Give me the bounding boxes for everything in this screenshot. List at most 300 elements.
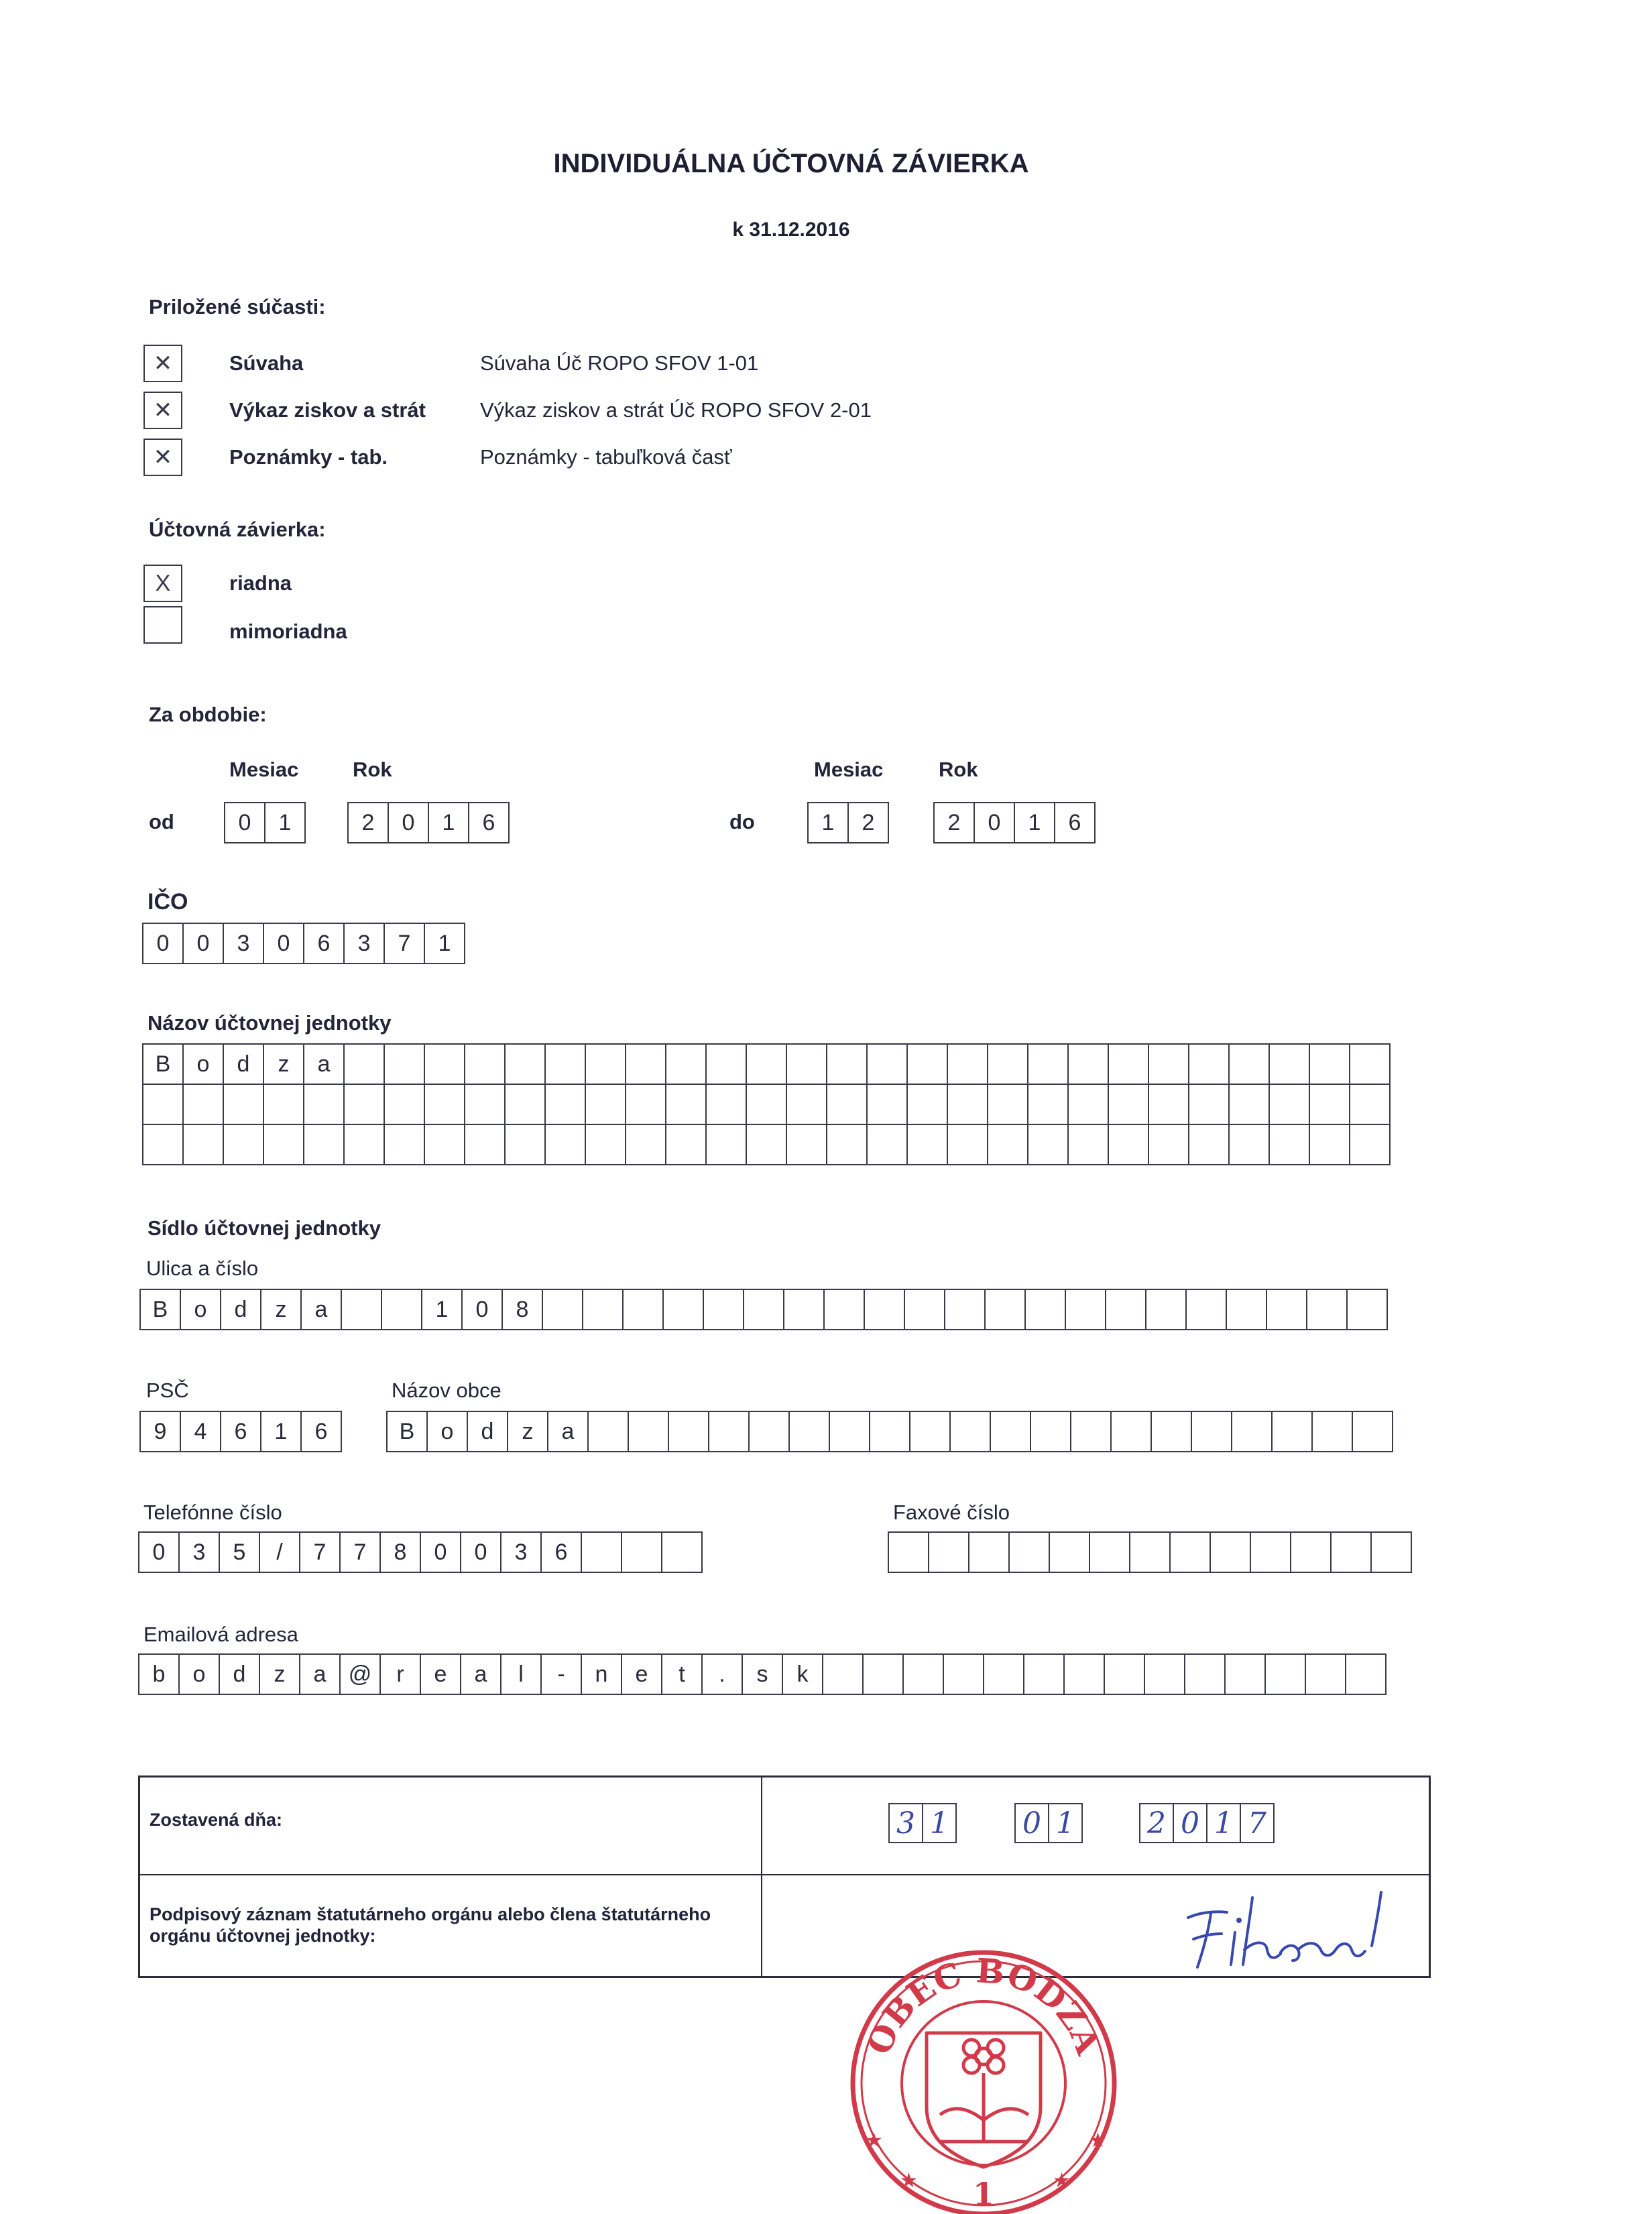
date-digit-cell[interactable]: 1 [1206,1803,1241,1843]
sign-label: Podpisový záznam štatutárneho orgánu alebo člena štatutárneho orgánu účtovnej jednotky: [150,1904,711,1946]
desc-poznamky: Poznámky - tabuľková časť [480,445,732,469]
char-cell[interactable] [1306,1289,1348,1330]
char-cell[interactable] [1352,1411,1393,1452]
char-cell[interactable] [665,1124,707,1165]
char-cell[interactable] [1226,1289,1267,1330]
checkbox-poznamky[interactable]: ✕ [143,439,182,476]
char-cell[interactable]: 0 [182,923,224,964]
char-cell[interactable] [1228,1043,1270,1085]
char-cell[interactable] [1349,1124,1391,1165]
char-cell[interactable] [1108,1124,1149,1165]
date-digit-cell[interactable]: 0 [1014,1803,1049,1843]
char-cell[interactable] [829,1411,870,1452]
char-cell[interactable]: a [300,1289,342,1330]
from-year-field[interactable] [347,802,510,843]
char-cell[interactable] [788,1411,830,1452]
stamp-text: OBEC BODZA [858,1950,1108,2060]
char-cell[interactable]: 0 [973,802,1015,843]
char-cell[interactable] [705,1084,747,1125]
period-heading: Za obdobie: [149,703,267,726]
unit-name-row [142,1084,1391,1125]
char-cell[interactable]: o [178,1653,220,1695]
char-cell[interactable] [622,1289,664,1330]
char-cell[interactable] [906,1043,948,1085]
char-cell[interactable]: r [379,1653,421,1695]
char-cell[interactable] [665,1043,707,1085]
char-cell[interactable]: 0 [461,1289,503,1330]
char-cell[interactable]: z [263,1043,304,1085]
char-cell[interactable]: 6 [540,1531,582,1573]
char-cell[interactable] [823,1289,865,1330]
email-field[interactable] [138,1653,1386,1695]
unit-name-field[interactable] [142,1043,1391,1165]
char-cell[interactable] [947,1084,988,1125]
char-cell[interactable] [1290,1531,1332,1573]
char-cell[interactable] [544,1084,586,1125]
char-cell[interactable]: b [138,1653,180,1695]
char-cell[interactable]: o [182,1043,224,1085]
char-cell[interactable]: 6 [468,802,510,843]
label-poznamky: Poznámky - tab. [229,445,388,469]
char-cell[interactable] [826,1124,868,1165]
char-cell[interactable] [1309,1043,1350,1085]
char-cell[interactable] [947,1124,988,1165]
fax-field[interactable] [888,1531,1412,1573]
char-cell[interactable] [1188,1043,1230,1085]
char-cell[interactable] [1250,1531,1291,1573]
char-cell[interactable]: 0 [142,923,184,964]
char-cell[interactable]: e [621,1653,662,1695]
char-cell[interactable] [1030,1411,1071,1452]
char-cell[interactable] [1268,1043,1310,1085]
unit-name-row [142,1043,1391,1085]
char-cell[interactable] [1108,1043,1149,1085]
char-cell[interactable] [661,1531,703,1573]
char-cell[interactable]: 3 [178,1531,220,1573]
char-cell[interactable]: e [420,1653,461,1695]
char-cell[interactable] [343,1084,385,1125]
char-cell[interactable] [746,1043,787,1085]
char-cell[interactable] [581,1531,622,1573]
char-cell[interactable] [1188,1124,1230,1165]
char-cell[interactable] [504,1084,546,1125]
char-cell[interactable] [1349,1043,1391,1085]
to-month-label: Mesiac [814,758,884,781]
char-cell[interactable]: 3 [223,923,264,964]
char-cell[interactable] [381,1289,422,1330]
char-cell[interactable] [1311,1411,1353,1452]
from-month-field[interactable] [224,802,306,843]
char-cell[interactable] [786,1043,827,1085]
char-cell[interactable] [542,1289,583,1330]
char-cell[interactable] [866,1043,908,1085]
char-cell[interactable] [786,1084,827,1125]
char-cell[interactable]: s [742,1653,783,1695]
ico-field[interactable] [142,923,465,964]
char-cell[interactable] [464,1124,506,1165]
char-cell[interactable] [987,1084,1028,1125]
char-cell[interactable] [1231,1411,1273,1452]
char-cell[interactable]: 8 [379,1531,421,1573]
char-cell[interactable] [748,1411,790,1452]
to-year-field[interactable] [933,802,1096,843]
char-cell[interactable] [1110,1411,1152,1452]
char-cell[interactable]: o [426,1411,468,1452]
char-cell[interactable]: . [701,1653,743,1695]
char-cell[interactable]: 7 [299,1531,341,1573]
char-cell[interactable] [424,1084,465,1125]
char-cell[interactable] [1089,1531,1130,1573]
char-cell[interactable] [424,1043,465,1085]
closing-type-heading: Účtovná závierka: [149,518,326,541]
char-cell[interactable] [1070,1411,1112,1452]
compiled-label: Zostavená dňa: [150,1810,283,1830]
char-cell[interactable] [182,1124,224,1165]
char-cell[interactable]: 7 [339,1531,381,1573]
char-cell[interactable]: 1 [807,802,849,843]
char-cell[interactable]: a [299,1653,341,1695]
char-cell[interactable] [1150,1411,1192,1452]
char-cell[interactable] [708,1411,750,1452]
char-cell[interactable]: B [139,1289,181,1330]
compiled-day[interactable] [888,1803,957,1843]
from-year-label: Rok [353,758,392,781]
char-cell[interactable] [826,1043,868,1085]
char-cell[interactable] [341,1289,382,1330]
char-cell[interactable] [585,1124,626,1165]
char-cell[interactable] [906,1124,948,1165]
char-cell[interactable] [1271,1411,1313,1452]
char-cell[interactable] [746,1084,787,1125]
char-cell[interactable]: 9 [139,1411,181,1452]
date-digit-cell[interactable]: 2 [1139,1803,1174,1843]
char-cell[interactable] [303,1084,345,1125]
char-cell[interactable]: 1 [264,802,306,843]
label-suvaha: Súvaha [229,351,304,375]
char-cell[interactable] [1008,1531,1050,1573]
char-cell[interactable] [662,1289,704,1330]
char-cell[interactable]: 0 [224,802,266,843]
checkbox-vykaz[interactable]: ✕ [143,392,182,429]
phone-field[interactable] [138,1531,703,1573]
coat-of-arms-icon [927,2033,1041,2167]
to-label: do [729,810,755,833]
char-cell[interactable] [987,1124,1028,1165]
char-cell[interactable] [944,1289,986,1330]
char-cell[interactable] [665,1084,707,1125]
char-cell[interactable]: t [661,1653,703,1695]
char-cell[interactable] [582,1289,624,1330]
char-cell[interactable] [384,1043,425,1085]
char-cell[interactable] [943,1653,984,1695]
char-cell[interactable]: 2 [347,802,389,843]
char-cell[interactable] [1024,1289,1066,1330]
char-cell[interactable]: 5 [219,1531,260,1573]
label-riadna: riadna [229,571,292,595]
char-cell[interactable]: 6 [220,1411,261,1452]
char-cell[interactable] [628,1411,669,1452]
char-cell[interactable] [303,1124,345,1165]
char-cell[interactable] [949,1411,991,1452]
char-cell[interactable] [928,1531,969,1573]
char-cell[interactable]: 0 [420,1531,461,1573]
char-cell[interactable]: o [180,1289,221,1330]
table-divider [761,1778,762,1976]
char-cell[interactable]: a [303,1043,345,1085]
char-cell[interactable] [906,1084,948,1125]
char-cell[interactable]: 1 [1014,802,1055,843]
to-year-label: Rok [939,758,978,781]
char-cell[interactable] [1309,1124,1350,1165]
label-mimoriadna: mimoriadna [229,620,347,643]
char-cell[interactable] [1264,1653,1306,1695]
char-cell[interactable] [1268,1084,1310,1125]
char-cell[interactable] [504,1124,546,1165]
char-cell[interactable] [1224,1653,1266,1695]
char-cell[interactable] [263,1124,304,1165]
official-stamp [839,1946,1128,2214]
char-cell[interactable] [826,1084,868,1125]
char-cell[interactable]: 1 [421,1289,463,1330]
char-cell[interactable] [864,1289,905,1330]
char-cell[interactable] [424,1124,465,1165]
char-cell[interactable]: 1 [428,802,469,843]
compiled-year[interactable] [1139,1803,1275,1843]
seat-label: Sídlo účtovnej jednotky [148,1216,381,1240]
page-title: INDIVIDUÁLNA ÚČTOVNÁ ZÁVIERKA [553,149,1029,178]
char-cell[interactable] [223,1084,264,1125]
char-cell[interactable] [983,1653,1024,1695]
char-cell[interactable] [987,1043,1028,1085]
char-cell[interactable] [343,1043,385,1085]
compiled-month[interactable] [1014,1803,1083,1843]
phone-label: Telefónne číslo [143,1501,282,1524]
checkbox-mimoriadna[interactable] [143,606,182,644]
date-digit-cell[interactable]: 0 [1173,1803,1207,1843]
char-cell[interactable]: 0 [138,1531,180,1573]
char-cell[interactable] [343,1124,385,1165]
char-cell[interactable]: 3 [500,1531,542,1573]
street-field[interactable] [139,1289,1388,1330]
char-cell[interactable] [625,1043,666,1085]
date-digit-cell[interactable]: 1 [922,1803,957,1843]
char-cell[interactable] [1188,1084,1230,1125]
char-cell[interactable] [743,1289,784,1330]
char-cell[interactable] [1185,1289,1227,1330]
char-cell[interactable]: - [540,1653,582,1695]
ico-label: IČO [148,889,188,915]
desc-suvaha: Súvaha Úč ROPO SFOV 1-01 [480,351,759,375]
char-cell[interactable]: 6 [303,923,345,964]
char-cell[interactable]: 1 [260,1411,302,1452]
stamp-number: 1 [972,2176,995,2212]
char-cell[interactable] [1148,1084,1189,1125]
checkbox-suvaha[interactable]: ✕ [143,345,182,382]
char-cell[interactable] [1027,1084,1069,1125]
char-cell[interactable] [862,1653,904,1695]
char-cell[interactable]: B [386,1411,428,1452]
char-cell[interactable] [1268,1124,1310,1165]
char-cell[interactable] [585,1084,626,1125]
char-cell[interactable] [786,1124,827,1165]
char-cell[interactable]: B [142,1043,184,1085]
label-vykaz: Výkaz ziskov a strát [229,398,426,422]
char-cell[interactable] [223,1124,264,1165]
char-cell[interactable] [866,1124,908,1165]
char-cell[interactable] [621,1531,662,1573]
char-cell[interactable]: 0 [388,802,429,843]
char-cell[interactable] [1191,1411,1232,1452]
char-cell[interactable] [142,1124,184,1165]
char-cell[interactable] [1148,1124,1189,1165]
to-month-field[interactable] [807,802,889,843]
char-cell[interactable]: z [260,1289,302,1330]
char-cell[interactable] [1184,1653,1226,1695]
handwritten-signature [1180,1885,1401,1986]
char-cell[interactable] [625,1124,666,1165]
char-cell[interactable]: a [547,1411,589,1452]
char-cell[interactable] [822,1653,864,1695]
char-cell[interactable] [984,1289,1026,1330]
from-month-label: Mesiac [229,758,299,781]
char-cell[interactable] [1309,1084,1350,1125]
char-cell[interactable] [1027,1043,1069,1085]
char-cell[interactable] [705,1124,747,1165]
char-cell[interactable] [142,1084,184,1125]
char-cell[interactable]: d [219,1653,260,1695]
char-cell[interactable]: z [259,1653,300,1695]
char-cell[interactable] [1129,1531,1171,1573]
char-cell[interactable] [869,1411,910,1452]
char-cell[interactable]: 2 [847,802,889,843]
char-cell[interactable] [909,1411,951,1452]
char-cell[interactable] [668,1411,709,1452]
city-field[interactable] [386,1411,1393,1452]
char-cell[interactable] [746,1124,787,1165]
char-cell[interactable] [904,1289,945,1330]
char-cell[interactable] [504,1043,546,1085]
city-label: Názov obce [392,1379,501,1402]
email-label: Emailová adresa [143,1623,298,1646]
char-cell[interactable] [705,1043,747,1085]
char-cell[interactable]: a [460,1653,501,1695]
svg-text:★: ★ [900,2170,918,2192]
fax-label: Faxové číslo [893,1501,1010,1524]
char-cell[interactable] [947,1043,988,1085]
char-cell[interactable] [1228,1084,1270,1125]
char-cell[interactable] [464,1084,506,1125]
char-cell[interactable]: @ [339,1653,381,1695]
char-cell[interactable]: d [467,1411,508,1452]
unit-name-label: Názov účtovnej jednotky [148,1011,392,1035]
date-digit-cell[interactable]: 3 [888,1803,923,1843]
char-cell[interactable] [990,1411,1031,1452]
char-cell[interactable] [1144,1653,1185,1695]
char-cell[interactable] [585,1043,626,1085]
date-digit-cell[interactable]: 7 [1240,1803,1275,1843]
checkbox-riadna[interactable]: X [143,565,182,602]
char-cell[interactable]: n [581,1653,622,1695]
char-cell[interactable]: l [500,1653,542,1695]
char-cell[interactable]: 7 [384,923,425,964]
char-cell[interactable]: 6 [1054,802,1096,843]
char-cell[interactable] [1065,1289,1106,1330]
char-cell[interactable] [866,1084,908,1125]
svg-text:★: ★ [865,2130,883,2152]
report-date: k 31.12.2016 [732,219,850,241]
char-cell[interactable] [625,1084,666,1125]
char-cell[interactable] [384,1084,425,1125]
from-label: od [149,810,174,833]
char-cell[interactable]: 3 [343,923,385,964]
char-cell[interactable] [1027,1124,1069,1165]
char-cell[interactable]: d [220,1289,261,1330]
char-cell[interactable] [1266,1289,1307,1330]
char-cell[interactable] [384,1124,425,1165]
char-cell[interactable] [1063,1653,1105,1695]
char-cell[interactable] [1067,1043,1109,1085]
date-digit-cell[interactable]: 1 [1048,1803,1083,1843]
char-cell[interactable] [1067,1084,1109,1125]
char-cell[interactable] [1108,1084,1149,1125]
char-cell[interactable]: k [782,1653,823,1695]
char-cell[interactable] [1169,1531,1211,1573]
svg-text:★: ★ [1089,2130,1107,2152]
char-cell[interactable]: 1 [424,923,465,964]
char-cell[interactable]: 6 [300,1411,342,1452]
char-cell[interactable]: 0 [263,923,304,964]
char-cell[interactable] [1305,1653,1346,1695]
char-cell[interactable] [544,1124,586,1165]
char-cell[interactable] [1148,1043,1189,1085]
char-cell[interactable]: 2 [933,802,975,843]
char-cell[interactable] [1228,1124,1270,1165]
char-cell[interactable] [902,1653,944,1695]
char-cell[interactable] [1345,1653,1386,1695]
char-cell[interactable] [1349,1084,1391,1125]
char-cell[interactable]: 8 [501,1289,543,1330]
psc-label: PSČ [146,1379,189,1402]
char-cell[interactable] [182,1084,224,1125]
char-cell[interactable]: 0 [460,1531,501,1573]
char-cell[interactable] [587,1411,629,1452]
char-cell[interactable] [888,1531,929,1573]
char-cell[interactable] [1105,1289,1146,1330]
char-cell[interactable]: d [223,1043,264,1085]
char-cell[interactable]: 4 [180,1411,221,1452]
char-cell[interactable] [703,1289,744,1330]
char-cell[interactable] [1346,1289,1388,1330]
char-cell[interactable] [1210,1531,1251,1573]
char-cell[interactable] [1067,1124,1109,1165]
char-cell[interactable] [263,1084,304,1125]
char-cell[interactable] [968,1531,1010,1573]
char-cell[interactable] [1370,1531,1412,1573]
svg-text:★: ★ [1053,2170,1071,2192]
char-cell[interactable] [1145,1289,1187,1330]
char-cell[interactable] [783,1289,825,1330]
char-cell[interactable] [1330,1531,1372,1573]
street-label: Ulica a číslo [146,1257,259,1280]
char-cell[interactable]: / [259,1531,300,1573]
psc-field[interactable] [139,1411,342,1452]
char-cell[interactable] [464,1043,506,1085]
char-cell[interactable] [1049,1531,1090,1573]
char-cell[interactable]: z [507,1411,548,1452]
char-cell[interactable] [1023,1653,1065,1695]
char-cell[interactable] [544,1043,586,1085]
char-cell[interactable] [1104,1653,1145,1695]
